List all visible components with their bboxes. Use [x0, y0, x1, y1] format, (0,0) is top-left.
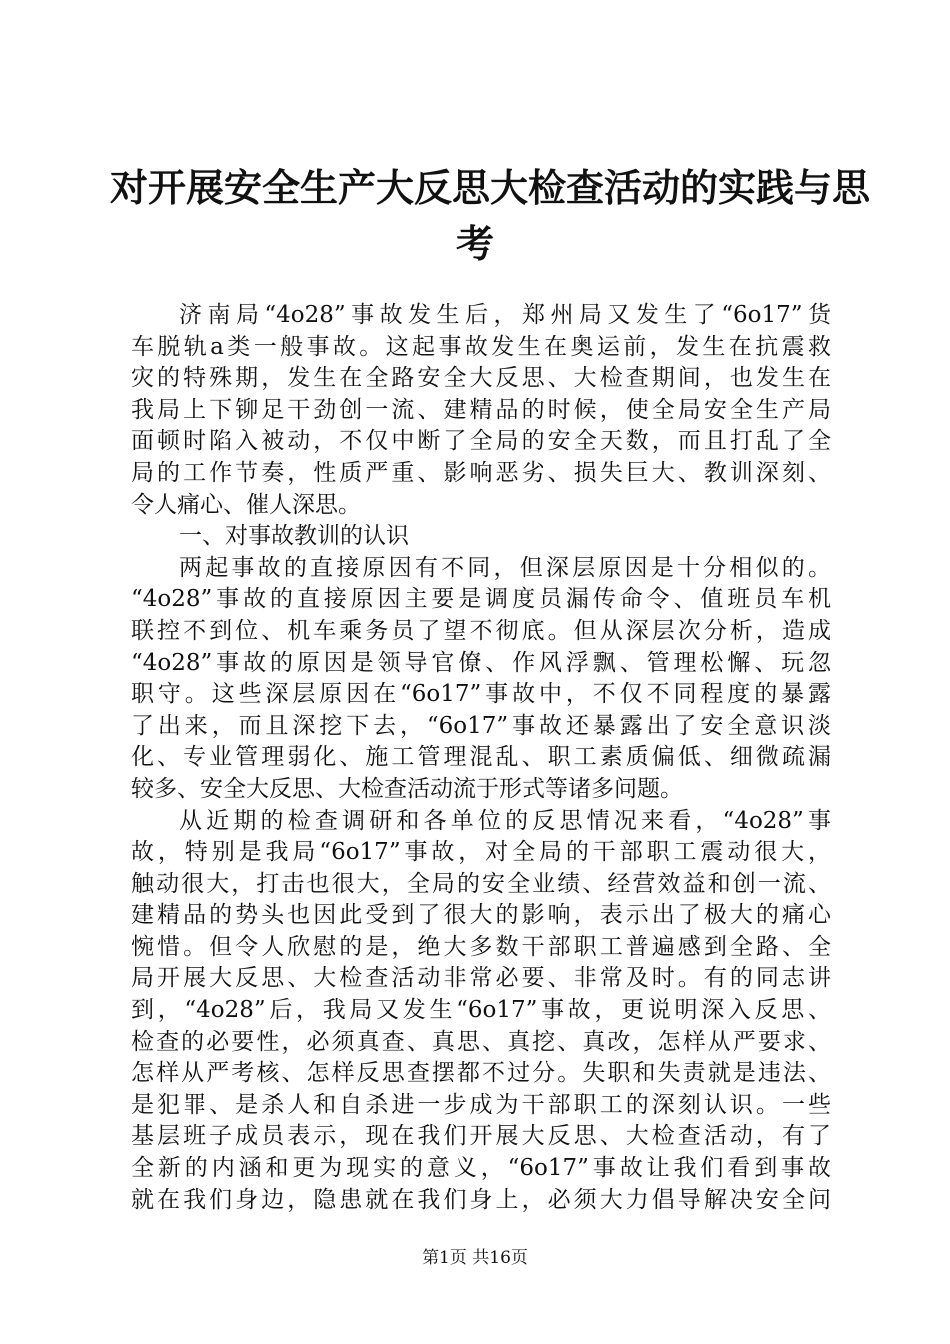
- text-line: 惋惜。但令人欣慰的是，绝大多数干部职工普遍感到全路、全: [131, 933, 831, 960]
- text-line: 是犯罪、是杀人和自杀进一步成为干部职工的深刻认识。一些: [131, 1091, 831, 1118]
- page-footer: 第1页 共16页: [422, 1248, 528, 1268]
- text-line: 职守。这些深层原因在“6o17”事故中，不仅不同程度的暴露: [131, 681, 831, 708]
- text-line: 故，特别是我局“6o17”事故，对全局的干部职工震动很大，: [131, 839, 831, 866]
- text-line: 济南局“4o28”事故发生后，郑州局又发生了“6o17”货: [179, 302, 831, 328]
- text-line: 较多、安全大反思、大检查活动流于形式等诸多问题。: [131, 775, 683, 802]
- text-line: 两起事故的直接原因有不同，但深层原因是十分相似的。: [179, 554, 831, 581]
- text-line: 令人痛心、催人深思。: [131, 491, 361, 518]
- text-line: 建精品的势头也因此受到了很大的影响，表示出了极大的痛心: [131, 902, 831, 929]
- text-line: 车脱轨a类一般事故。这起事故发生在奥运前，发生在抗震救: [131, 333, 831, 360]
- document-body: [131, 300, 831, 1216]
- text-line: 灾的特殊期，发生在全路安全大反思、大检查期间，也发生在: [131, 365, 831, 392]
- text-line: 局开展大反思、大检查活动非常必要、非常及时。有的同志讲: [131, 965, 831, 992]
- text-line: “4o28”事故的直接原因主要是调度员漏传命令、值班员车机: [131, 586, 831, 613]
- text-line: 面顿时陷入被动，不仅中断了全局的安全天数，而且打乱了全: [131, 428, 831, 455]
- text-line: 联控不到位、机车乘务员了望不彻底。但从深层次分析，造成: [131, 617, 831, 644]
- text-line: 了出来，而且深挖下去，“6o17”事故还暴露出了安全意识淡: [131, 712, 831, 739]
- title-line-1: 对开展安全生产大反思大检查活动的实践与思: [110, 166, 871, 210]
- text-line: 化、专业管理弱化、施工管理混乱、职工素质偏低、细微疏漏: [131, 744, 831, 771]
- text-line: 检查的必要性，必须真查、真思、真挖、真改，怎样从严要求、: [131, 1028, 831, 1055]
- text-line: 局的工作节奏，性质严重、影响恶劣、损失巨大、教训深刻、: [131, 459, 831, 486]
- text-line: 从近期的检查调研和各单位的反思情况来看，“4o28”事: [179, 807, 831, 834]
- text-line: 到，“4o28”后，我局又发生“6o17”事故，更说明深入反思、: [131, 997, 831, 1024]
- text-line: 基层班子成员表示，现在我们开展大反思、大检查活动，有了: [131, 1123, 831, 1150]
- text-line: 怎样从严考核、怎样反思查摆都不过分。失职和失责就是违法、: [131, 1060, 831, 1087]
- text-line: 触动很大，打击也很大，全局的安全业绩、经营效益和创一流、: [131, 870, 831, 897]
- text-line: 我局上下铆足干劲创一流、建精品的时候，使全局安全生产局: [131, 396, 831, 423]
- document-title: [110, 160, 871, 272]
- text-line: “4o28”事故的原因是领导官僚、作风浮飘、管理松懈、玩忽: [131, 649, 831, 676]
- section-heading: 一、对事故教训的认识: [179, 523, 409, 550]
- title-line-2: 考: [455, 222, 494, 266]
- text-line: 就在我们身边，隐患就在我们身上，必须大力倡导解决安全问: [131, 1186, 831, 1213]
- text-line: 全新的内涵和更为现实的意义，“6o17”事故让我们看到事故: [131, 1155, 831, 1182]
